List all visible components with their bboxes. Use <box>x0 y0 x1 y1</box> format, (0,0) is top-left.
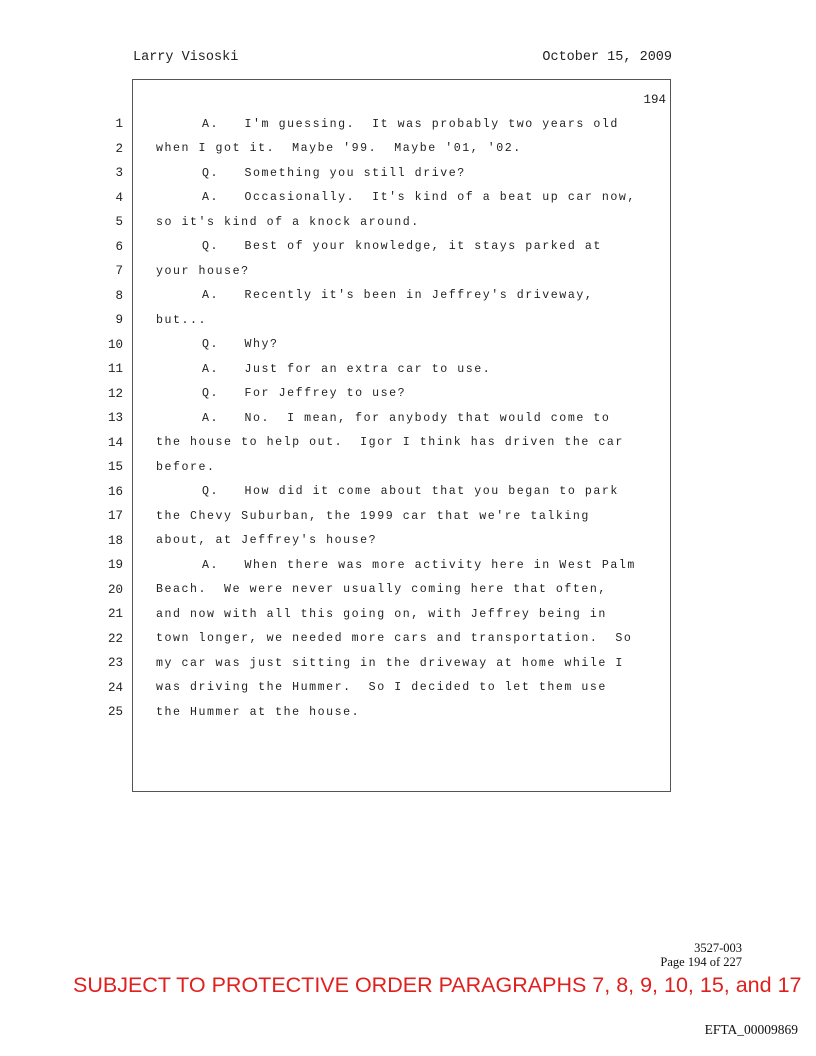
line-text: Q. Why? <box>202 338 279 352</box>
line-number: 3 <box>115 166 123 181</box>
line-text: A. Occasionally. It's kind of a beat up car now, <box>202 191 636 205</box>
line-number: 12 <box>107 386 123 401</box>
transcript-line <box>0 112 680 137</box>
line-number: 9 <box>115 313 123 328</box>
line-number: 19 <box>107 558 123 573</box>
line-text: about, at Jeffrey's house? <box>156 534 378 548</box>
line-text: the Hummer at the house. <box>156 705 361 719</box>
line-number: 8 <box>115 288 123 303</box>
transcript-line <box>0 210 680 235</box>
line-number: 16 <box>107 484 123 499</box>
transcript-line <box>0 186 680 211</box>
transcript-line <box>0 382 680 407</box>
line-text: the house to help out. Igor I think has driven the car <box>156 436 624 450</box>
transcript-line <box>0 553 680 578</box>
line-text: A. No. I mean, for anybody that would come to <box>202 411 611 425</box>
line-number: 6 <box>115 239 123 254</box>
line-number: 22 <box>107 631 123 646</box>
transcript-line <box>0 235 680 260</box>
line-text: before. <box>156 460 216 474</box>
line-text: A. I'm guessing. It was probably two years old <box>202 117 619 131</box>
transcript-lines <box>0 112 680 725</box>
line-number: 1 <box>115 117 123 132</box>
line-text: so it's kind of a knock around. <box>156 215 420 229</box>
line-text: and now with all this going on, with Jeffrey being in <box>156 607 607 621</box>
line-text: A. Just for an extra car to use. <box>202 362 492 376</box>
line-text: my car was just sitting in the driveway at home while I <box>156 656 624 670</box>
transcript-line <box>0 578 680 603</box>
witness-name: Larry Visoski <box>133 50 239 65</box>
transcript-line <box>0 455 680 480</box>
line-text: Beach. We were never usually coming here that often, <box>156 583 607 597</box>
transcript-line <box>0 602 680 627</box>
transcript-line <box>0 700 680 725</box>
transcript-line <box>0 357 680 382</box>
line-number: 14 <box>107 435 123 450</box>
transcript-line <box>0 308 680 333</box>
line-text: the Chevy Suburban, the 1999 car that we're talking <box>156 509 590 523</box>
transcript-line <box>0 137 680 162</box>
line-text: but... <box>156 313 208 327</box>
transcript-line <box>0 161 680 186</box>
line-number: 15 <box>107 460 123 475</box>
deposition-date: October 15, 2009 <box>542 50 672 65</box>
line-text: Q. For Jeffrey to use? <box>202 387 407 401</box>
protective-order-notice: SUBJECT TO PROTECTIVE ORDER PARAGRAPHS 7, 8, 9, 10, 15, and 17 <box>73 973 802 997</box>
line-number: 23 <box>107 656 123 671</box>
line-text: when I got it. Maybe '99. Maybe '01, '02. <box>156 142 522 156</box>
transcript-page-number: 194 <box>643 93 666 107</box>
transcript-line <box>0 333 680 358</box>
transcript-line <box>0 284 680 309</box>
line-number: 13 <box>107 411 123 426</box>
page-info <box>660 941 742 969</box>
line-number: 25 <box>107 705 123 720</box>
bates-number: EFTA_00009869 <box>704 1022 798 1037</box>
line-number: 2 <box>115 141 123 156</box>
line-number: 24 <box>107 680 123 695</box>
line-number: 11 <box>107 362 123 377</box>
transcript-line <box>0 406 680 431</box>
transcript-line <box>0 480 680 505</box>
line-number: 21 <box>107 607 123 622</box>
transcript-line <box>0 504 680 529</box>
transcript-line <box>0 676 680 701</box>
transcript-line <box>0 651 680 676</box>
line-number: 10 <box>107 337 123 352</box>
line-number: 5 <box>115 215 123 230</box>
transcript-line <box>0 259 680 284</box>
line-text: town longer, we needed more cars and transportation. So <box>156 632 633 646</box>
line-text: Q. How did it come about that you began to park <box>202 485 619 499</box>
line-text: was driving the Hummer. So I decided to let them use <box>156 681 607 695</box>
line-text: A. Recently it's been in Jeffrey's driveway, <box>202 289 594 303</box>
line-number: 20 <box>107 582 123 597</box>
line-number: 4 <box>115 190 123 205</box>
line-text: A. When there was more activity here in West Palm <box>202 558 636 572</box>
transcript-line <box>0 529 680 554</box>
case-code: 3527-003 <box>694 941 742 955</box>
line-text: Q. Something you still drive? <box>202 166 466 180</box>
page-of-label: Page 194 of 227 <box>660 955 742 969</box>
line-text: your house? <box>156 264 250 278</box>
transcript-line <box>0 431 680 456</box>
line-number: 7 <box>115 264 123 279</box>
line-text: Q. Best of your knowledge, it stays parked at <box>202 240 602 254</box>
line-number: 18 <box>107 533 123 548</box>
line-number: 17 <box>107 509 123 524</box>
transcript-line <box>0 627 680 652</box>
